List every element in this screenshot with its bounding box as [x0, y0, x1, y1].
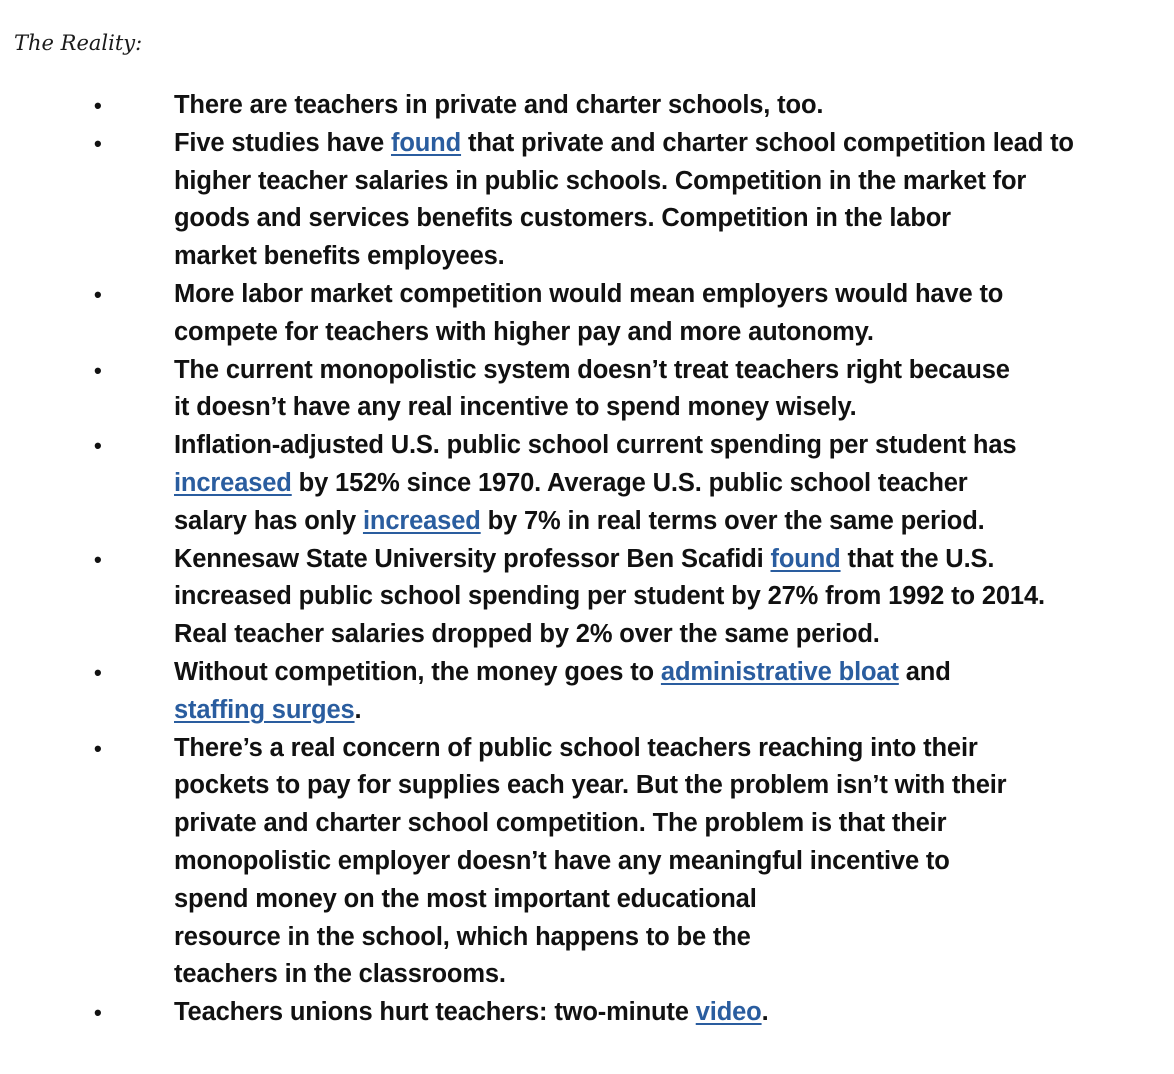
bullet-list — [0, 87, 1174, 1032]
text-line — [174, 314, 1134, 352]
text-line — [174, 125, 1134, 163]
text-line — [174, 87, 1134, 125]
text-segment: salary has only — [174, 506, 363, 535]
list-item — [0, 276, 1174, 352]
text-segment: Without competition, the money goes to — [174, 657, 661, 686]
text-segment: that the U.S. — [840, 544, 995, 573]
inline-link[interactable]: staffing surges — [174, 695, 355, 724]
text-segment: compete for teachers with higher pay and more autonomy. — [174, 317, 874, 346]
inline-link[interactable]: found — [390, 128, 462, 157]
text-segment: teachers in the classrooms. — [174, 960, 506, 989]
text-line — [174, 805, 1134, 843]
text-segment: private and charter school competition. The problem is that their — [174, 809, 947, 838]
text-segment: . — [354, 695, 362, 724]
text-segment: by 7% in real terms over the same period. — [480, 506, 985, 535]
list-item — [0, 427, 1174, 540]
text-segment: Kennesaw State University professor Ben Scafidi — [174, 544, 771, 573]
text-line — [174, 767, 1134, 805]
text-line — [174, 352, 1134, 390]
text-line — [174, 994, 1134, 1032]
text-line — [174, 200, 1134, 238]
text-line — [174, 238, 1134, 276]
text-segment: resource in the school, which happens to be the — [174, 922, 751, 951]
text-segment: Inflation-adjusted U.S. public school current spending per student has — [174, 431, 1017, 460]
list-item — [0, 994, 1174, 1032]
section-heading: The Reality: — [14, 31, 143, 55]
text-segment: Teachers unions hurt teachers: two-minute — [174, 998, 696, 1027]
inline-link[interactable]: increased — [362, 506, 481, 535]
bullet-dot-icon: • — [94, 357, 102, 383]
text-line — [174, 843, 1134, 881]
text-segment: . — [761, 998, 769, 1027]
text-segment: monopolistic employer doesn’t have any meaningful incentive to — [174, 846, 950, 875]
text-line — [174, 163, 1134, 201]
bullet-dot-icon: • — [94, 93, 102, 118]
bullet-dot-icon: • — [94, 1000, 102, 1026]
text-segment: More labor market competition would mean employers would have to — [174, 279, 1004, 308]
text-segment: increased public school spending per student by 27% from 1992 to 2014. — [174, 582, 1045, 611]
text-line — [174, 389, 1134, 427]
text-line — [174, 616, 1134, 654]
bullet-dot-icon: • — [94, 433, 102, 459]
text-segment: Real teacher salaries dropped by 2% over the same period. — [174, 620, 880, 649]
text-segment: The current monopolistic system doesn’t treat teachers right because — [174, 355, 1010, 384]
text-line — [174, 276, 1134, 314]
list-item — [0, 125, 1174, 276]
text-line — [174, 541, 1134, 579]
list-item — [0, 352, 1174, 428]
text-segment: goods and services benefits customers. Competition in the labor — [174, 204, 951, 233]
list-item — [0, 730, 1174, 995]
text-line — [174, 730, 1134, 768]
list-item — [0, 654, 1174, 730]
text-segment: and — [898, 657, 951, 686]
text-line — [174, 654, 1134, 692]
bullet-dot-icon: • — [94, 546, 102, 572]
list-item — [0, 87, 1174, 125]
bullet-dot-icon: • — [94, 281, 102, 307]
text-segment: it doesn’t have any real incentive to spend money wisely. — [174, 393, 857, 422]
text-segment: There’s a real concern of public school teachers reaching into their — [174, 733, 978, 762]
text-line — [174, 465, 1134, 503]
text-line — [174, 427, 1134, 465]
text-line — [174, 503, 1134, 541]
text-segment: Five studies have — [174, 128, 391, 157]
text-segment: that private and charter school competition lead to — [461, 128, 1074, 157]
text-segment: by 152% since 1970. Average U.S. public school teacher — [291, 468, 968, 497]
inline-link[interactable]: increased — [174, 468, 292, 497]
text-line — [174, 919, 1134, 957]
bullet-dot-icon: • — [94, 735, 102, 761]
text-line — [174, 578, 1134, 616]
list-item — [0, 541, 1174, 654]
text-segment: higher teacher salaries in public schools. Competition in the market for — [174, 166, 1027, 195]
inline-link[interactable]: video — [695, 998, 762, 1027]
text-line — [174, 956, 1134, 994]
inline-link[interactable]: administrative bloat — [660, 657, 899, 686]
text-segment: market benefits employees. — [174, 242, 505, 271]
text-line — [174, 881, 1134, 919]
text-segment: There are teachers in private and charter schools, too. — [174, 91, 824, 119]
inline-link[interactable]: found — [770, 544, 841, 573]
text-segment: spend money on the most important educational — [174, 884, 757, 913]
text-line — [174, 692, 1134, 730]
bullet-dot-icon: • — [94, 659, 102, 685]
bullet-dot-icon: • — [94, 130, 102, 156]
text-segment: pockets to pay for supplies each year. But the problem isn’t with their — [174, 771, 1007, 800]
